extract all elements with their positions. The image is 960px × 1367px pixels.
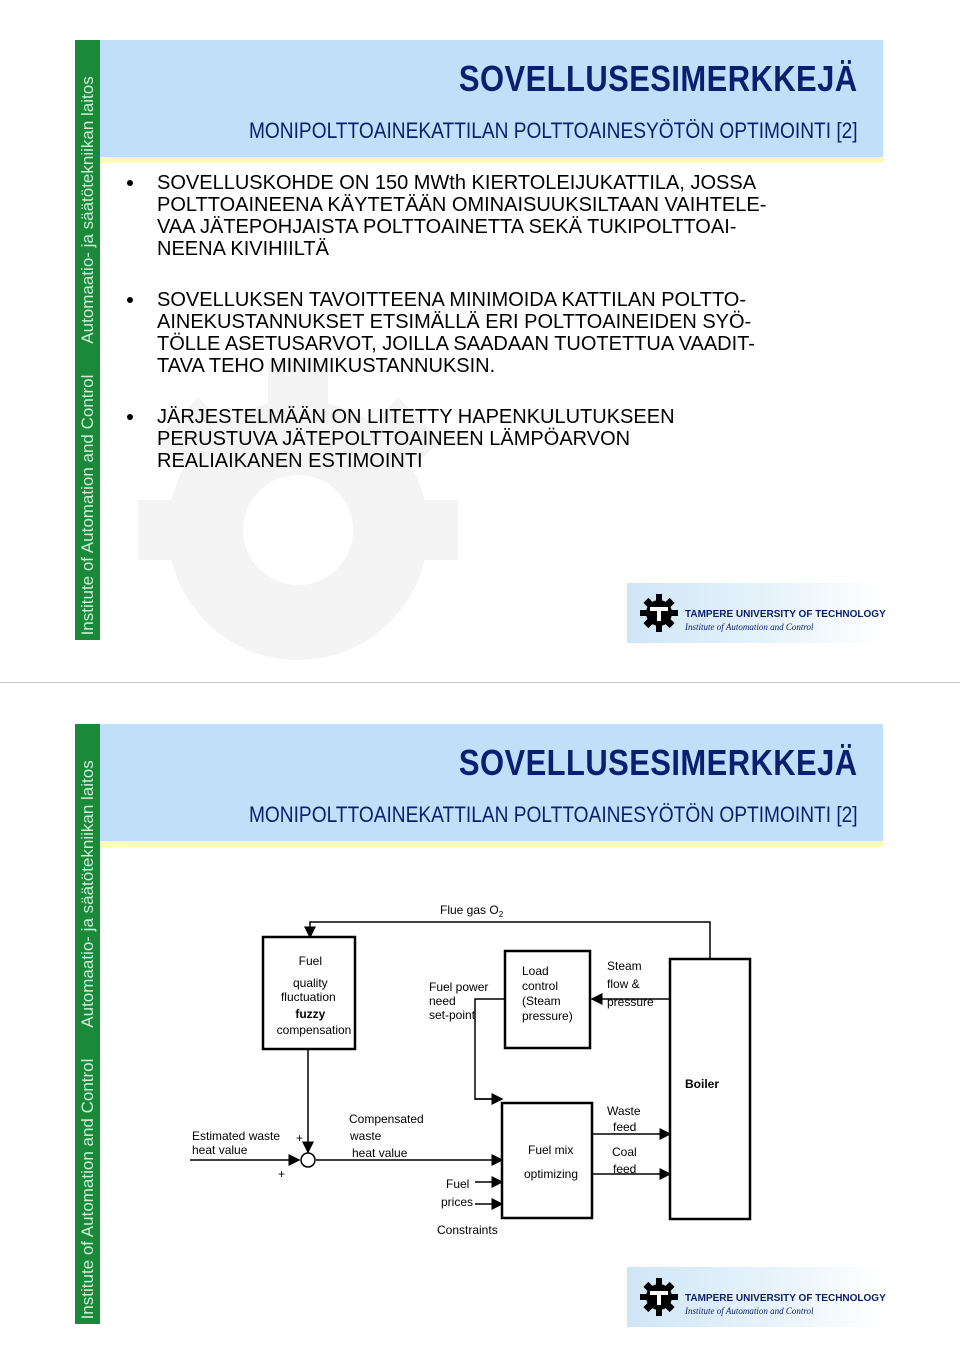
slide-subtitle: MONIPOLTTOAINEKATTILAN POLTTOAINESYÖTÖN OPTIMOINTI [2] xyxy=(249,118,858,143)
fuel-prices-label: Fuel prices xyxy=(441,1177,474,1209)
bullet-line: SOVELLUKSEN TAVOITTEENA MINIMOIDA KATTILAN POLTTO- xyxy=(157,289,747,311)
estimated-waste-label: Estimated waste heat value xyxy=(192,1129,281,1157)
university-logo xyxy=(627,1267,886,1327)
waste-feed-label: Waste feed xyxy=(607,1104,641,1134)
university-logo xyxy=(627,583,886,643)
bullet-item xyxy=(127,289,867,377)
bullet-line: REALIAIKANEN ESTIMOINTI xyxy=(157,450,423,472)
bullet-list xyxy=(127,172,867,501)
bullet-dot-icon xyxy=(127,180,133,186)
control-diagram xyxy=(180,884,780,1264)
bullet-dot-icon xyxy=(127,414,133,420)
header-accent-bar xyxy=(100,841,883,847)
tut-gear-logo-icon xyxy=(639,593,679,633)
university-name: TAMPERE UNIVERSITY OF TECHNOLOGY xyxy=(685,1293,886,1304)
sidebar-text-en: Institute of Automation and Control xyxy=(77,1058,97,1320)
bullet-line: JÄRJESTELMÄÄN ON LIITETTY HAPENKULUTUKSEEN xyxy=(157,406,675,428)
sidebar-text-fi: Automaatio- ja säätötekniikan laitos xyxy=(77,76,97,344)
mix-box-text: Fuel mix optimizing xyxy=(524,1143,579,1181)
bullet-dot-icon xyxy=(127,297,133,303)
bullet-line: SOVELLUSKOHDE ON 150 MWth KIERTOLEIJUKATTILA, JOSSA xyxy=(157,172,757,194)
load-box-text: Load control (Steam pressure) xyxy=(522,964,573,1023)
slide-header xyxy=(100,724,883,844)
bullet-line: PERUSTUVA JÄTEPOLTTOAINEEN LÄMPÖARVON xyxy=(157,428,631,450)
fuel-mix-box xyxy=(502,1103,592,1218)
bullet-line: AINEKUSTANNUKSET ETSIMÄLLÄ ERI POLTTOAINEIDEN SYÖ- xyxy=(157,311,752,333)
slide-2 xyxy=(0,684,960,1367)
slide-1 xyxy=(0,0,960,683)
flue-gas-label: Flue gas $O_2$ xyxy=(440,903,504,919)
plus-sign-top: + xyxy=(296,1131,304,1145)
tut-gear-logo-icon xyxy=(639,1277,679,1317)
fuel-power-label: Fuel power need set-point xyxy=(429,980,489,1022)
slide-title: SOVELLUSESIMERKKEJÄ xyxy=(459,58,858,99)
bullet-line: TAVA TEHO MINIMIKUSTANNUKSIN. xyxy=(157,355,496,377)
sidebar-band xyxy=(75,40,100,640)
slide-title: SOVELLUSESIMERKKEJÄ xyxy=(459,742,858,783)
bullet-item xyxy=(127,172,867,260)
bullet-line: NEENA KIVIHIILTÄ xyxy=(157,238,329,260)
bullet-item xyxy=(127,406,867,472)
compensated-label: Compensated waste heat value xyxy=(349,1112,424,1160)
slide-header xyxy=(100,40,883,160)
header-accent-bar xyxy=(100,157,883,163)
institute-name: Institute of Automation and Control xyxy=(685,1306,814,1316)
bullet-line: TÖLLE ASETUSARVOT, JOILLA SAADAAN TUOTETTUA VAADIT- xyxy=(157,333,755,355)
sidebar-text-en: Institute of Automation and Control xyxy=(77,374,97,636)
institute-name: Institute of Automation and Control xyxy=(685,622,814,632)
university-name: TAMPERE UNIVERSITY OF TECHNOLOGY xyxy=(685,609,886,620)
boiler-label: Boiler xyxy=(685,1077,720,1091)
slide-divider xyxy=(0,682,960,683)
fuel-box-text: Fuel quality fluctuation fuzzy compensation xyxy=(276,954,352,1037)
coal-feed-label: Coal feed xyxy=(612,1145,637,1176)
sidebar-band xyxy=(75,724,100,1324)
sidebar-text-fi: Automaatio- ja säätötekniikan laitos xyxy=(77,760,97,1028)
slide-subtitle: MONIPOLTTOAINEKATTILAN POLTTOAINESYÖTÖN OPTIMOINTI [2] xyxy=(249,802,858,827)
bullet-line: POLTTOAINEENA KÄYTETÄÄN OMINAISUUKSILTAAN VAIHTELE- xyxy=(157,194,767,216)
steam-label: Steam flow & pressure xyxy=(607,959,654,1009)
constraints-label: Constraints xyxy=(437,1223,498,1237)
plus-sign-bottom: + xyxy=(278,1167,286,1181)
summing-junction xyxy=(301,1153,315,1167)
bullet-line: VAA JÄTEPOHJAISTA POLTTOAINETTA SEKÄ TUKIPOLTTOAI- xyxy=(157,216,737,238)
